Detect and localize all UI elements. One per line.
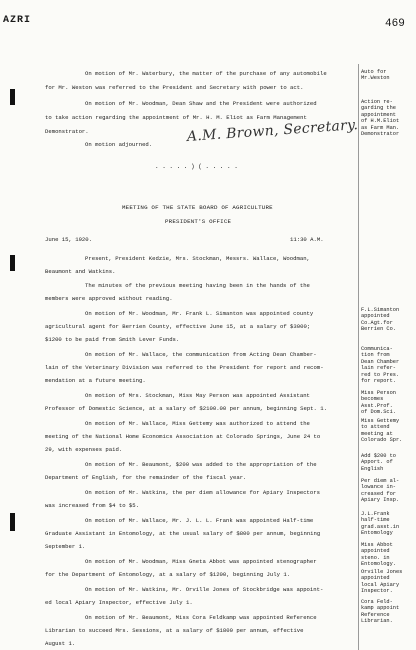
margin-rule — [358, 64, 359, 650]
margin-note: Cora Feld- kamp appoint Reference Librarian. — [361, 599, 400, 625]
minutes-line: September 1. — [45, 543, 86, 550]
page-number: 469 — [385, 18, 405, 30]
meeting-title: MEETING OF THE STATE BOARD OF AGRICULTURE — [122, 204, 273, 211]
margin-note: Auto for Mr.Weston — [361, 69, 390, 82]
minutes-line: meeting of the National Home Economics Association at Colorado Springs, June 24 to — [45, 433, 321, 440]
minutes-line: for the Department of Entomology, at a salary of $1200, beginning July 1. — [45, 571, 291, 578]
minutes-line: On motion of Mr. Woodman, Miss Gneta Abbot was appointed stenographer — [85, 558, 317, 565]
minutes-line: to take action regarding the appointment of Mr. H. M. Eliot as Farm Management — [45, 114, 307, 121]
minutes-line: 29, with expenses paid. — [45, 446, 123, 453]
minutes-line: On motion of Mrs. Stockman, Miss May Person was appointed Assistant — [85, 392, 310, 399]
minutes-line: On motion of Mr. Waterbury, the matter of the purchase of any automobile — [85, 70, 327, 77]
minutes-line: mendation at a future meeting. — [45, 377, 146, 384]
margin-note: Orville Jones appointed local Apiary Inspector. — [361, 569, 403, 595]
minutes-line: was increased from $4 to $5. — [45, 502, 139, 509]
index-tab-mark — [10, 255, 15, 271]
margin-note: Miss Person becomes Asst.Prof. of Dom.Sci. — [361, 390, 396, 416]
minutes-line: August 1. — [45, 640, 76, 647]
margin-note: Communica- tion from Dean Chamber lain refer- red to Pres. for report. — [361, 346, 400, 385]
minutes-line: ed local Apiary Inspector, effective July 1. — [45, 599, 193, 606]
meeting-time: 11:30 A.M. — [290, 236, 324, 243]
minutes-line: Beaumont and Watkins. — [45, 268, 116, 275]
minutes-line: On motion of Mr. Beaumont, Miss Cora Feldkamp was appointed Reference — [85, 614, 317, 621]
meeting-location: PRESIDENT'S OFFICE — [165, 218, 232, 225]
minutes-line: agricultural agent for Berrien County, effective June 15, at a salary of $3000; — [45, 323, 311, 330]
minutes-line: members were approved without reading. — [45, 295, 173, 302]
minutes-line: On motion adjourned. — [85, 141, 153, 148]
minutes-line: On motion of Mr. Woodman, Mr. Frank L. Simanton was appointed county — [85, 310, 314, 317]
minutes-line: On motion of Mr. Woodman, Dean Shaw and the President were authorized — [85, 100, 317, 107]
section-separator: . . . . . ) ( . . . . . — [155, 163, 238, 170]
minutes-line: Graduate Assistant in Entomology, at the usual salary of $800 per annum, beginning — [45, 530, 321, 537]
minutes-line: Department of English, for the remainder of the fiscal year. — [45, 474, 247, 481]
margin-note: Action re- garding the appointment of H.M.Eliot as Farm Man. Demonstrator — [361, 99, 400, 138]
minutes-line: The minutes of the previous meeting having been in the hands of the — [85, 282, 310, 289]
minutes-line: for Mr. Weston was referred to the President and Secretary with power to act. — [45, 84, 304, 91]
minutes-line: On motion of Mr. Watkins, the per diem allowance for Apiary Inspectors — [85, 489, 320, 496]
minutes-line: Present, President Kedzie, Mrs. Stockman, Messrs. Wallace, Woodman, — [85, 255, 310, 262]
margin-note: F.L.Simanton appointed Co.Agt.for Berrien Co. — [361, 307, 400, 333]
minutes-line: $1200 to be paid from Smith Lever Funds. — [45, 336, 180, 343]
margin-note: J.L.Frank half-time grad.asst.in Entomology — [361, 511, 400, 537]
margin-note: Per diem al- lowance in- creased for Apiary Insp. — [361, 478, 400, 504]
minutes-line: On motion of Mr. Watkins, Mr. Orville Jones of Stockbridge was appoint- — [85, 586, 324, 593]
minutes-line: Librarian to succeed Mrs. Sessions, at a salary of $1800 per annum, effective — [45, 627, 304, 634]
margin-note: Add $200 to Apport. of English — [361, 453, 396, 472]
meeting-date: June 15, 1920. — [45, 236, 92, 243]
margin-note: Miss Abbot appointed steno. in Entomology. — [361, 542, 396, 568]
minutes-line: Professor of Domestic Science, at a salary of $2100.00 per annum, beginning Sept. 1. — [45, 405, 327, 412]
minutes-line: lain of the Veterinary Division was referred to the President for report and recom- — [45, 364, 324, 371]
minutes-line: On motion of Mr. Wallace, Miss Gettemy was authorized to attend the — [85, 420, 310, 427]
minutes-line: Demonstrator. — [45, 128, 89, 135]
margin-note: Miss Gettemy to attend meeting at Colorado Spr. — [361, 418, 403, 444]
minutes-line: On motion of Mr. Wallace, the communication from Acting Dean Chamber- — [85, 351, 317, 358]
secretary-signature: A.M. Brown, Secretary. — [186, 117, 359, 145]
index-tab-mark — [10, 513, 15, 531]
minutes-line: On motion of Mr. Beaumont, $200 was added to the appropriation of the — [85, 461, 317, 468]
index-tab-mark — [10, 89, 15, 105]
document-code: AZRI — [3, 15, 32, 26]
minutes-line: On motion of Mr. Wallace, Mr. J. L. L. Frank was appointed Half-time — [85, 517, 314, 524]
